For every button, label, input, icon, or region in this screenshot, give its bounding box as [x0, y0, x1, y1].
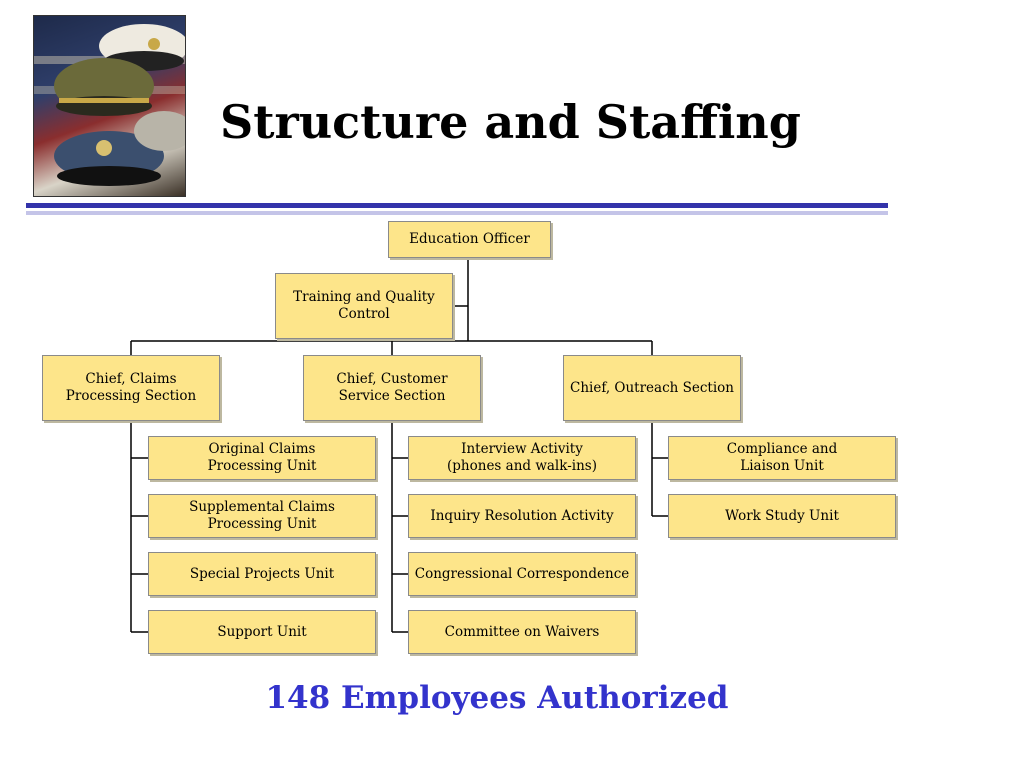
- support-unit-box: Support Unit: [148, 610, 376, 654]
- chief-outreach-box: Chief, Outreach Section: [563, 355, 741, 421]
- committee-on-waivers-box: Committee on Waivers: [408, 610, 636, 654]
- compliance-liaison-unit-box: Compliance and Liaison Unit: [668, 436, 896, 480]
- employees-authorized-caption: 148 Employees Authorized: [265, 680, 729, 716]
- congressional-correspondence-box: Congressional Correspondence: [408, 552, 636, 596]
- original-claims-unit-box: Original Claims Processing Unit: [148, 436, 376, 480]
- chief-claims-processing-box: Chief, Claims Processing Section: [42, 355, 220, 421]
- education-officer-box: Education Officer: [388, 221, 551, 258]
- work-study-unit-box: Work Study Unit: [668, 494, 896, 538]
- page-title: Structure and Staffing: [220, 95, 801, 149]
- supplemental-claims-unit-box: Supplemental Claims Processing Unit: [148, 494, 376, 538]
- inquiry-resolution-box: Inquiry Resolution Activity: [408, 494, 636, 538]
- special-projects-unit-box: Special Projects Unit: [148, 552, 376, 596]
- training-quality-control-box: Training and Quality Control: [275, 273, 453, 339]
- interview-activity-box: Interview Activity (phones and walk-ins): [408, 436, 636, 480]
- chief-customer-service-box: Chief, Customer Service Section: [303, 355, 481, 421]
